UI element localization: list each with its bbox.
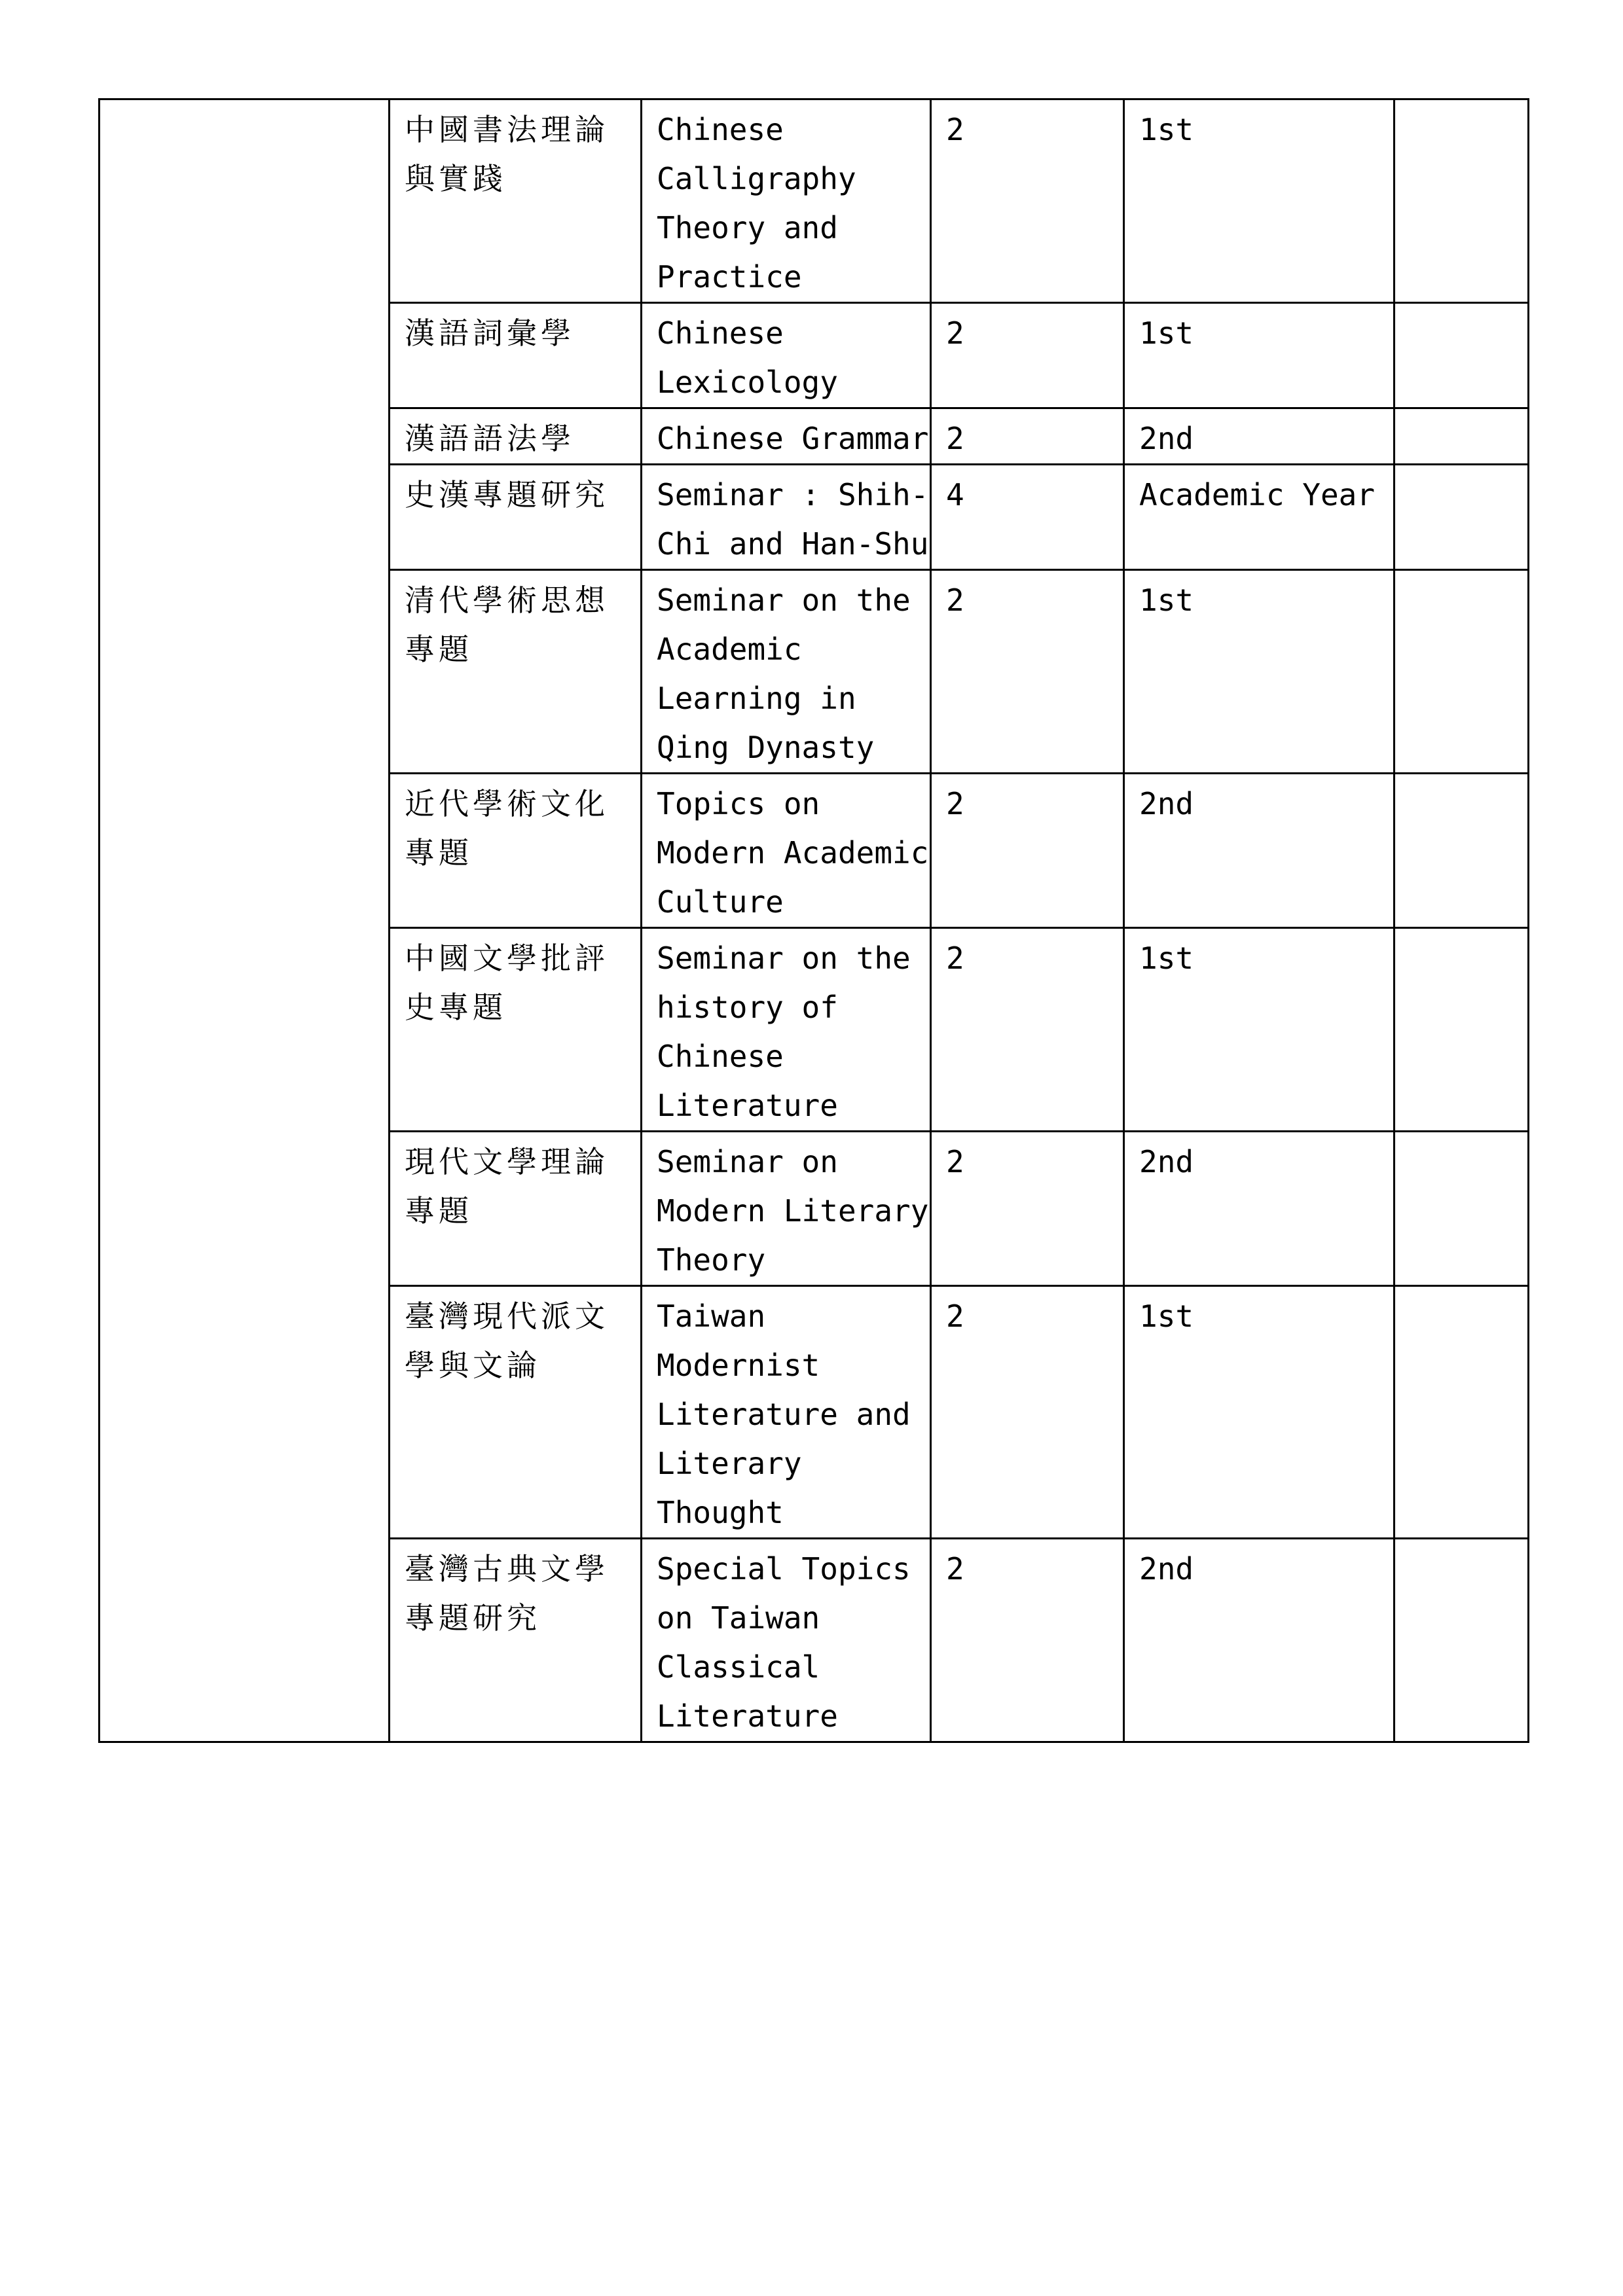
course-credits: 2 [931, 303, 1124, 408]
course-credits: 2 [931, 99, 1124, 303]
course-credits: 2 [931, 408, 1124, 465]
course-semester: 1st [1124, 1286, 1395, 1539]
course-name-en: Seminar on the history of Chinese Literature [642, 928, 931, 1132]
course-name-zh: 史漢專題研究 [390, 465, 642, 570]
course-note [1395, 465, 1529, 570]
course-name-en: Chinese Lexicology [642, 303, 931, 408]
course-semester: 2nd [1124, 1132, 1395, 1286]
course-name-en: Special Topics on Taiwan Classical Literature [642, 1539, 931, 1742]
course-name-zh: 中國書法理論與實踐 [390, 99, 642, 303]
course-name-zh: 臺灣古典文學專題研究 [390, 1539, 642, 1742]
course-note [1395, 774, 1529, 928]
course-name-en: Topics on Modern Academic Culture [642, 774, 931, 928]
course-name-zh: 中國文學批評史專題 [390, 928, 642, 1132]
course-semester: 1st [1124, 928, 1395, 1132]
course-credits: 2 [931, 570, 1124, 774]
course-name-en: Taiwan Modernist Literature and Literary Thought [642, 1286, 931, 1539]
course-note [1395, 303, 1529, 408]
course-semester: 1st [1124, 570, 1395, 774]
course-credits: 2 [931, 1539, 1124, 1742]
course-credits: 2 [931, 1132, 1124, 1286]
course-name-zh: 漢語語法學 [390, 408, 642, 465]
course-credits: 2 [931, 774, 1124, 928]
course-name-zh: 漢語詞彙學 [390, 303, 642, 408]
course-semester: Academic Year [1124, 465, 1395, 570]
course-semester: 2nd [1124, 774, 1395, 928]
course-name-en: Chinese Calligraphy Theory and Practice [642, 99, 931, 303]
category-cell [100, 99, 390, 1742]
course-note [1395, 408, 1529, 465]
course-semester: 1st [1124, 99, 1395, 303]
course-name-en: Chinese Grammar [642, 408, 931, 465]
course-note [1395, 570, 1529, 774]
course-name-zh: 現代文學理論專題 [390, 1132, 642, 1286]
table-row [100, 99, 1529, 303]
course-semester: 1st [1124, 303, 1395, 408]
course-credits: 4 [931, 465, 1124, 570]
course-note [1395, 1132, 1529, 1286]
course-name-zh: 近代學術文化專題 [390, 774, 642, 928]
course-name-en: Seminar : Shih-Chi and Han-Shu [642, 465, 931, 570]
course-table [98, 98, 1529, 1743]
course-note [1395, 99, 1529, 303]
course-note [1395, 928, 1529, 1132]
course-name-en: Seminar on Modern Literary Theory [642, 1132, 931, 1286]
course-credits: 2 [931, 928, 1124, 1132]
course-name-zh: 清代學術思想專題 [390, 570, 642, 774]
course-semester: 2nd [1124, 408, 1395, 465]
course-semester: 2nd [1124, 1539, 1395, 1742]
course-credits: 2 [931, 1286, 1124, 1539]
course-name-en: Seminar on the Academic Learning in Qing Dynasty [642, 570, 931, 774]
course-name-zh: 臺灣現代派文學與文論 [390, 1286, 642, 1539]
course-note [1395, 1539, 1529, 1742]
course-note [1395, 1286, 1529, 1539]
